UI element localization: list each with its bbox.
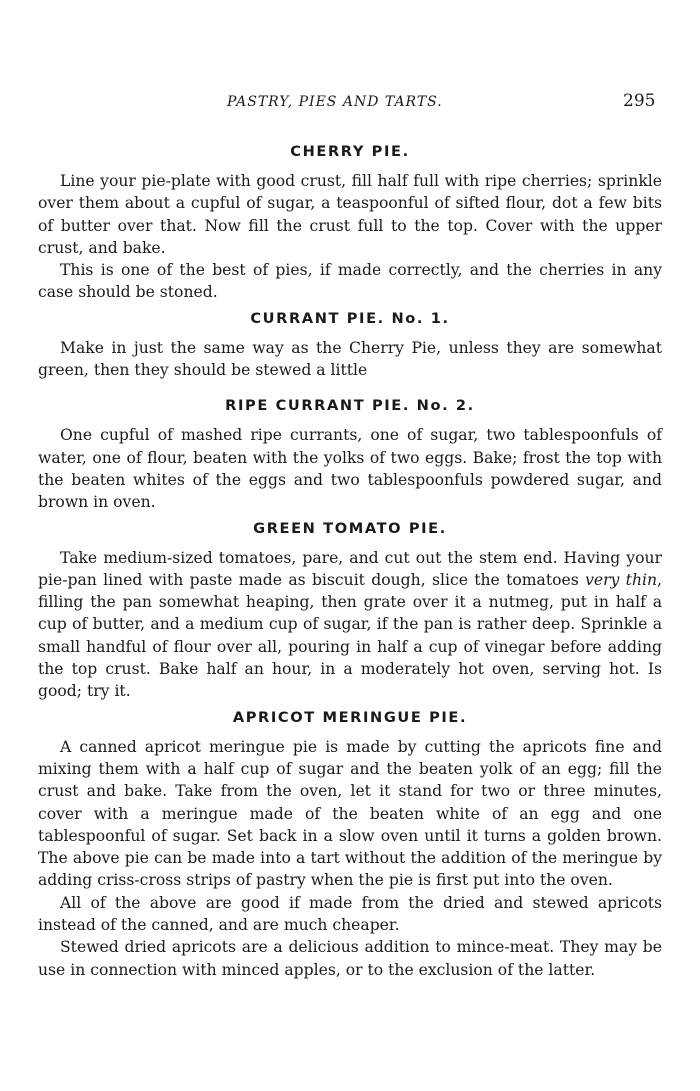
recipe-paragraph: This is one of the best of pies, if made correctly, and the cherries in any case should be stoned. [38,261,662,302]
page-content [38,142,662,981]
recipe-title: APRICOT MERINGUE PIE. [232,708,468,726]
recipe-title: RIPE CURRANT PIE. No. 2. [225,397,475,415]
running-title: PASTRY, PIES AND TARTS. [227,94,443,110]
recipe-apricot-meringue-pie [38,708,662,981]
recipe-paragraph [38,547,662,703]
recipe-paragraph: Stewed dried apricots are a delicious addition to mince-meat. They may be use in connection with minced apples, or to the exclusion of the latter. [38,938,662,979]
recipe-paragraph: A canned apricot meringue pie is made by cutting the apricots fine and mixing them with a half cup of sugar and the beaten yolk of an egg; fill the crust and bake. Take from the oven, let it stand for two or three minutes, cover with a meringue made of the beaten white of an egg and one tablespoonful of sugar. Set back in a slow oven until it turns a golden brown. The above pie can be made into a tart without the addition of the meringue by adding criss-cross strips of pastry when the pie is first put into the oven. [38,737,662,890]
text-run: , filling the pan somewhat heaping, then grate over it a nutmeg, put in half a cup of butter, and a medium cup of sugar, if the pan is rather deep. Sprinkle a small handful of flour over all, pouring in half a cup of vinegar before adding the top crust. Bake half an hour, in a moderately hot oven, serving hot. Is good; try it. [38,570,662,701]
text-run: Take medium-sized tomatoes, pare, and cut out the stem end. Having your pie-pan lined with paste made as biscuit dough, slice the tomatoes [38,548,662,589]
recipe-paragraph: Make in just the same way as the Cherry Pie, unless they are somewhat green, then they should be stewed a little [38,338,662,380]
recipe-green-tomato-pie [38,519,662,703]
recipe-cherry-pie [38,142,662,304]
recipe-title: GREEN TOMATO PIE. [253,519,447,537]
recipe-title: CHERRY PIE. [290,143,410,160]
recipe-paragraph: Line your pie-plate with good crust, fill half full with ripe cherries; sprinkle over them about a cupful of sugar, a teaspoonful of sifted flour, dot a few bits of butter over that. Now fill the crust full to the top. Cover with the upper crust, and bake. [38,172,662,257]
recipe-paragraph: All of the above are good if made from the dried and stewed apricots instead of the canned, and are much cheaper. [38,893,662,935]
recipe-paragraph: One cupful of mashed ripe currants, one of sugar, two tablespoonfuls of water, one of flour, beaten with the yolks of two eggs. Bake; frost the top with the beaten whites of the eggs and two tablespoonfuls powdered sugar, and brown in oven. [38,426,662,512]
recipe-currant-pie-1 [38,309,662,382]
page-number: 295 [623,91,656,111]
emphasis-text: very thin [585,570,658,589]
running-head [0,91,700,114]
recipe-title: CURRANT PIE. No. 1. [250,309,450,327]
recipe-ripe-currant-pie-2 [38,396,662,513]
